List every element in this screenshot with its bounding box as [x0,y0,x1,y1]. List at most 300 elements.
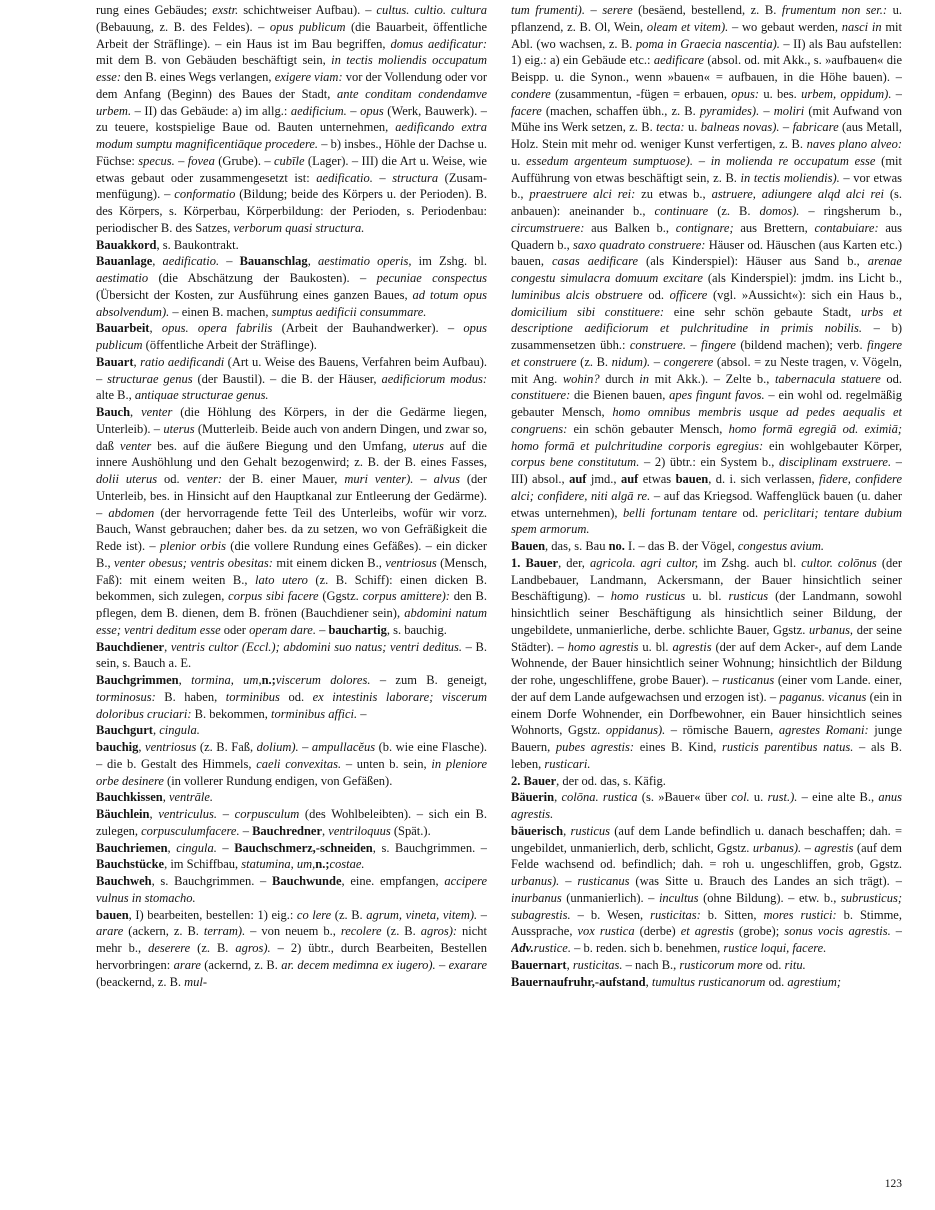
right-column [511,2,902,1177]
entry-text: (derbe) [634,924,681,939]
entry-text: od. [880,371,902,386]
entry-text: (vgl. »Aussicht«): sich ein Haus b., [707,287,902,302]
latin-term: exarare [448,957,487,972]
headword: Bäuerin [511,790,555,805]
latin-term: agrestium; [787,974,842,989]
entry-text: , s. Baukontrakt. [156,237,239,252]
entry-text: (besäend, bestellend, z. B. [632,3,782,17]
latin-term: muri venter). [344,472,414,486]
entry-text: mit Abl. (wo wachsen, z. B. [511,19,902,51]
dictionary-entry [96,253,487,320]
latin-term: uterus [412,438,444,453]
entry-text: , s. Bauchgrimmen. – [151,874,273,888]
latin-term: venter [120,438,152,453]
latin-term: plenior orbis [159,539,227,553]
entry-text: mit dem B. von Gebäuden beschäftigt sein, [96,53,332,68]
dictionary-entry [511,823,902,957]
entry-text: , d. i. sich verlassen, [708,472,820,486]
entry-text: etwas [638,472,676,486]
entry-text: (s. anbauen): aneinander b., [511,187,902,218]
entry-text: (Art u. Weise des Bauens, Verfahren beim Aufbau). – [96,354,487,386]
latin-term: aedificatio. [162,254,220,269]
latin-term: aestimatio operis, [317,254,412,269]
entry-text: schichtweiser Aufbau). – [238,3,377,17]
entry-text: aus Quadern b., [511,220,902,252]
entry-text: alte B., [96,388,135,403]
entry-text: b. Sitten, [700,907,764,922]
entry-text: – [298,740,312,754]
latin-term: abdomini natum esse; ventri deditum esse [96,606,487,637]
latin-term: construere. [629,338,686,352]
entry-text: (des Wohlbeleibten). – sich ein B. zulegen, [96,807,487,838]
entry-text: od. [762,957,785,972]
latin-term: saxo quadrato construere: [573,237,706,252]
headword: no. [608,539,625,553]
latin-term: serere [602,3,633,17]
latin-term: opus publicum [96,321,487,352]
latin-term: apes fingunt favos. [669,388,765,403]
latin-term: oppidanus). [605,723,666,738]
entry-text: im Zshg. auch bl. [698,555,802,570]
entry-text: – [685,338,701,352]
latin-term: pubes agrestis: [555,740,635,754]
latin-term: caeli convexitas. [256,756,342,771]
latin-term: nidum). [611,354,651,369]
dictionary-entry [511,555,902,773]
entry-text: , [130,405,142,419]
entry-text: – 2) übtr.: ein System b., [639,455,779,470]
entry-text: B. bekommen, [191,706,271,721]
entry-text: zu etwas b., [635,187,712,202]
entry-text: , [164,639,171,654]
latin-term: wohin? [562,371,600,386]
dictionary-entry [96,320,487,354]
headword: n.; [315,857,330,872]
latin-term: subrusticus; subagrestis. [511,890,902,922]
latin-term: ampullacĕus [311,740,376,754]
latin-term: homo agrestis [567,639,639,654]
entry-text: (mit Aufführung von etwas beschäftigt sein, z. B. [511,153,902,185]
entry-text: od. [279,689,313,704]
entry-text: – [346,103,361,118]
latin-term: urbanus). [752,840,802,855]
latin-term: tumultus rusticanorum [651,974,766,989]
latin-term: venter obesus; ventris obesitas: [114,555,273,570]
latin-term: inurbanus [511,890,562,905]
entry-text: (grobe); [733,924,785,939]
entry-text: – [650,354,664,369]
dictionary-entry [511,538,902,555]
latin-term: verborum quasi structura. [233,220,365,235]
entry-text: (Werk, Bauwerk). – zu teuere, kostspielige Baue od. Bauten unternehmen, [96,103,487,135]
entry-text: – [216,840,235,855]
entry-text: (unmanierlich). – [561,890,659,905]
latin-term: et agrestis [680,924,734,939]
dictionary-entry [96,639,487,673]
latin-term: disciplinam exstruere. [778,455,892,470]
latin-term: abdomen [108,505,155,520]
entry-text: – wo gebaut werden, [728,19,842,34]
dictionary-entry [96,873,487,907]
latin-term: in [639,371,650,386]
entry-text: (Lager). – III) die Art u. Weise, wie etwas gebaut oder zusammengesetzt ist: [96,153,487,185]
entry-text: (Zusammenfügung). – [96,170,487,202]
entry-text: im Zshg. bl. [411,254,487,269]
latin-term: homo rusticus [610,589,686,604]
entry-text: – III) absol., [511,455,902,486]
entry-text: , der, [558,555,590,570]
latin-term: dolium). [256,740,299,754]
headword: 1. Bauer [511,555,559,570]
latin-term: periclitari; tentare dubium spem armorum. [511,505,902,537]
entry-text: (z. B. Schiff): einen dicken B. bekommen, sich zulegen, [96,572,487,604]
latin-term: torminibus affici. [271,706,358,721]
entry-text: – [759,103,774,118]
latin-term: corpusculum [234,807,300,821]
latin-term: cubīle [273,153,305,168]
headword: bauen [675,472,709,486]
entry-text: , [138,740,146,754]
latin-term: luminibus alcis obstruere [511,287,643,302]
entry-text: – einen B. machen, [169,304,272,319]
headword: Bauchriemen [96,840,168,855]
latin-term: homo omnibus membris usque ad pedes aequalis et congruens: [511,405,902,436]
entry-text: (einer vom Lande. einer, der auf dem Lande aufgewachsen und erzogen ist). – [511,673,902,704]
latin-term: in tectis moliendis). [740,170,840,185]
latin-term: praestruere alci rei: [529,187,636,202]
latin-term: agrestes Romani: [778,723,869,738]
entry-text: mit einem dicken B., [272,555,386,570]
latin-term: incultus [658,890,699,905]
entry-text: – II) als Bau aufstellen: 1) eig.: a) ein Gebäude etc.: [511,36,902,68]
latin-term: uterus [163,421,195,436]
headword: Bauchgrimmen [96,673,179,687]
entry-text: (auf dem Felde wachsend od. befindlich; dah. = roh u. ungeschliffen, grob, Ggstz. [511,840,902,872]
latin-term: officere [669,287,708,302]
latin-term: constituere: [511,388,571,403]
entry-text: (beackernd, z. B. [96,974,185,989]
entry-text: (z. B. [190,941,236,955]
latin-term: ante conditam condendamve urbem. [96,86,487,118]
latin-term: paganus. vicanus [779,689,867,704]
latin-term: condere [511,86,551,101]
entry-text: u. bl. [638,639,673,654]
entry-text: b. Stimme, Aussprache, [511,907,902,939]
entry-text: bes. auf die äußere Biegung und den Umfang, [151,438,413,453]
entry-text: (absol. od. mit Akk., s. »aufbauen« die Beispp. u. die Synon., wenn »bauen« = aufbauen, in die Höhe bauen). – [511,53,902,84]
dictionary-entry [96,739,487,789]
dictionary-entry [511,773,902,790]
headword: Adv. [511,941,534,955]
entry-text: – ringsherum b., [799,204,902,218]
entry-text: od. [157,472,187,486]
latin-term: oleam et vitem). [646,19,729,34]
entry-text: u. bes. [759,86,802,101]
latin-term: agrestis [672,639,712,654]
latin-term: vox rustica [577,924,635,939]
entry-text: , s. bauchig. [386,622,447,637]
entry-text: (Mutterleib. Beide auch von andern Dingen, und zwar so, daß [96,421,487,453]
entry-text: u. pflanzend, z. B. Ol, Wein, [511,3,902,34]
dictionary-entry [511,974,902,991]
entry-text: eine sehr schön gebaute Stadt, [664,304,862,319]
entry-text: – auf das Kriegsod. Waffenglück bauen (u. daher etwas unternehmen), [511,488,902,520]
entry-text: , [133,354,141,369]
entry-text: (die Bauarbeit, öffentliche Arbeit der Sträflinge). – ein Haus ist im Bau begriffen, [96,19,487,51]
entry-text: (Spät.). [390,823,431,838]
latin-term: accipere vulnus in stomacho. [96,874,487,905]
latin-term: congerere [663,354,714,369]
headword: Bäuchlein [96,807,150,821]
headword: Bauanlage [96,254,153,269]
entry-text: – zum B. geneigt, [370,673,487,687]
latin-term: ventriloquus [328,823,391,838]
dictionary-entry [96,722,487,739]
latin-term: ventrāle. [168,790,214,805]
entry-text: , [554,790,562,805]
latin-term: dolii uterus [96,472,158,486]
headword: Bauernaufruhr,-aufstand [511,974,646,989]
latin-term: in tectis moliendis occupatum esse: [96,53,487,84]
entry-text: , [178,673,192,687]
latin-term: co lere [296,907,332,922]
latin-term: arenae congestu simulacra domuum excitare [511,254,902,285]
entry-text: – B. sein, s. Bauch a. E. [96,639,487,671]
entry-text: – [372,170,393,185]
latin-term: operam dare. [249,622,316,637]
entry-text: (auf dem Lande befindlich u. danach beschaffen; dah. = ungebildet, unmanierlich, derb, schlicht, Ggstz. [511,823,902,855]
latin-term: agrum, vineta, vitem). [366,907,478,922]
latin-term: fabricare [792,120,839,135]
entry-text: (der auf dem Acker-, auf dem Lande Wohnende, der Bauer hinsichtlich seiner Wohnung; hinsichtlich der Bildung der rohe, ungeschliffene, grobe Bauer). – [511,639,902,687]
latin-term: rusticanus [577,874,630,888]
latin-term: astruere, adiungere alqd alci rei [711,187,884,202]
latin-term: torminibus [225,689,280,704]
latin-term: domos). [759,204,800,218]
headword: bäuerisch [511,823,564,838]
latin-term: moliri [773,103,805,118]
latin-term: recolere [340,924,382,939]
entry-text: (der Baustil). – die B. der Häuser, [192,371,382,386]
latin-term: col. [731,790,750,805]
entry-text: – b. reden. sich b. benehmen, [570,941,724,955]
entry-text: – vor etwas b., [511,170,902,202]
entry-text: , [162,790,169,805]
latin-term: rusticis parentibus natus. [721,740,854,754]
latin-term: conformatio [174,187,236,202]
latin-term: aedificando extra modum sumptu magnificentiāque procedere. [96,120,487,151]
entry-text: der seine Städter). – [511,622,902,654]
latin-term: mores rustici: [763,907,837,922]
entry-text: (z. B. [381,924,421,939]
latin-term: circumstruere: [511,220,585,235]
entry-text: – [239,823,253,838]
latin-term: exstr. [212,3,239,17]
entry-text: – [357,706,367,721]
entry-text: aus Brettern, [733,220,815,235]
entry-text: (ackern, z. B. [123,924,204,939]
latin-term: poma in Graecia nascentia). [635,36,780,51]
latin-term: agrestis [814,840,854,855]
latin-term: corpus amittere): [362,589,450,604]
latin-term: rusticitas: [650,907,701,922]
entry-text: (Bildung; beide des Körpers u. der Perioden). B. des Körpers, s. Körperbau, Körperbildung: der Perioden, s. Periodenbau: periodischer B. des Satzes, [96,187,487,235]
headword: Bauchredner [252,823,323,838]
entry-text: – [801,840,815,855]
latin-term: rusticitas. [572,957,623,972]
headword: 2. Bauer [511,773,557,788]
latin-term: structurae genus [107,371,193,386]
dictionary-entry [96,404,487,639]
entry-text: junge Bauern, [511,723,902,754]
latin-term: corpus bene constitutum. [511,455,640,470]
entry-text: , der od. das, s. Käfig. [556,773,666,788]
latin-term: contabuiare: [814,220,879,235]
latin-term: agricola. agri cultor, [589,555,699,570]
entry-text: oder [220,622,250,637]
entry-text: – [315,622,329,637]
latin-term: continuare [654,204,709,218]
latin-term: colōna. rustica [561,790,638,805]
latin-term: opus [360,103,384,118]
latin-term: rusticanus [722,673,775,687]
entry-text: , s. Bauchgrimmen. – [372,840,487,855]
entry-text: (in vollerer Rundung endigen, von Gefäßen). [163,773,393,788]
latin-term: rusticus [570,823,611,838]
latin-term: cingula. [176,840,217,855]
entry-text: – römische Bauern, [665,723,779,738]
entry-text: , das, s. Bau [545,539,609,553]
entry-text: (Arbeit der Bauhandwerker). – [272,321,464,336]
latin-term: cingula. [159,723,200,738]
entry-text: (bildend machen); verb. [735,338,868,352]
latin-term: belli fortunam tentare [623,505,738,520]
latin-term: lato utero [255,572,308,587]
entry-text: , [307,254,318,269]
entry-text: (die Höhlung des Körpers, in der die Gedärme liegen, Unterleib). – [96,405,487,436]
headword: Bauchgurt [96,723,153,738]
headword: Bauakkord [96,237,157,252]
entry-text: (als Kinderspiel): jmdm. ins Licht b., [702,271,902,285]
latin-term: alvus [433,472,460,486]
latin-term: urbem, oppidum). [801,86,892,101]
latin-term: ex intestinis laborare; viscerum doloribus cruciari: [96,689,487,721]
entry-text: u. [684,120,701,135]
entry-text: (z. B. [331,907,367,922]
latin-term: pecuniae conspectus [376,271,487,285]
latin-term: agros): [420,924,458,939]
latin-term: facere [511,103,542,118]
latin-term: domicilium sibi constituere: [511,304,665,319]
latin-term: opus publicum [269,19,346,34]
latin-term: fingere [701,338,736,352]
entry-text: – als B. leben, [511,740,902,771]
entry-text: (was Sitte u. Brauch des Landes an sich trägt). – [629,874,902,888]
latin-term: naves plano alveo: [806,137,902,151]
latin-term: rust.). [767,790,798,805]
latin-term: tecta: [656,120,685,135]
dictionary-entry [96,840,487,874]
latin-term: congestus avium. [737,539,824,553]
latin-term: aestimatio [96,271,149,285]
entry-text: (öffentliche Arbeit der Sträflinge). [142,338,317,352]
headword: Bauchschmerz,-schneiden [234,840,373,855]
entry-text: den B. eines Wegs verlangen, [121,70,275,84]
dictionary-entry [511,789,902,823]
latin-term: cultus. cultio. cultura [376,3,487,17]
latin-term: arare [96,924,124,939]
headword: Bauchweh [96,874,152,888]
latin-term: ratio aedificandi [140,354,225,369]
page-number: 123 [884,1178,902,1190]
entry-text: – [413,472,434,486]
entry-text: , [322,823,329,838]
entry-text: (die Abschätzung der Baukosten). – [148,271,377,285]
latin-term: fingere et construere [511,338,902,369]
entry-text: aus Balken b., [584,220,676,235]
latin-term: rusticari. [544,756,591,771]
latin-term: pyramides). [699,103,760,118]
latin-term: homo formā egregiā od. eximiā; homo formā et pulchritudine corporis egregius: [511,421,902,453]
entry-text: – b) zusammensetzen übh.: [511,321,902,352]
entry-text: , [149,807,159,821]
entry-text: , [152,723,160,738]
headword: Bauen [511,539,546,553]
latin-term: torminosus: [96,689,156,704]
entry-text: – [219,254,240,269]
dictionary-entry [96,672,487,722]
entry-text: I. – das B. der Vögel, [624,539,738,553]
entry-text: auf die innere Aushöhlung und den Gehalt bezogenwird; z. B. der B. eines Fasses, [96,438,487,470]
entry-text: (ohne Bildung). – etw. b., [698,890,841,905]
latin-term: aedificare [653,53,705,68]
entry-text: – 2) übtr., durch Bearbeiten, Bestellen hervorbringen: [96,941,487,972]
entry-text: – b. Wesen, [570,907,651,922]
entry-text: – unten b. sein, [341,756,432,771]
latin-term: costae. [329,857,365,872]
entry-text: , [149,321,162,336]
headword: Bauchdiener [96,639,165,654]
entry-text: , [152,254,163,269]
latin-term: ar. decem medimna ex iugero). [281,957,436,972]
latin-term: rustice loqui, facere. [723,941,827,955]
latin-term: rustice. [533,941,571,955]
entry-text: Häuser od. Häuschen (aus Karten etc.) bauen, [511,237,902,269]
entry-text: vor der Vollendung oder vor dem Anfang (Beginn) des Baues der Stadt, [96,70,487,101]
entry-text: (Grube). – [214,153,274,168]
dictionary-entry [511,957,902,974]
dictionary-entry [96,354,487,404]
entry-text: u. bl. [685,589,729,604]
headword: n.; [261,673,276,687]
headword: bauchartig [328,622,387,637]
latin-term: ventriosus [385,555,437,570]
entry-text: (Bebauung, z. B. des Feldes). – [96,19,270,34]
entry-text: , eine. empfangen, [341,874,445,888]
latin-term: ventriosus [145,740,197,754]
entry-text: B. haben, [155,689,226,704]
headword: auf [620,472,639,486]
entry-text: (mit Aufwand von Mühe ins Werk setzen, z. B. [511,103,902,135]
entry-text: (der Landmann, sowohl hinsichtlich seiner Beschäftigung als hinsichtlich seiner Bildung, der ungebildete, unmanierliche, derbe. schlichte Bauer, Ggstz. [511,589,902,637]
entry-text: – [891,86,902,101]
latin-term: sonus vocis agrestis. [784,924,891,939]
latin-term: specus. [138,153,175,168]
latin-term: antiquae structurae genus. [134,388,269,403]
dictionary-entry [96,2,487,237]
latin-term: casas aedificare [552,254,639,269]
entry-text: – [217,807,235,821]
